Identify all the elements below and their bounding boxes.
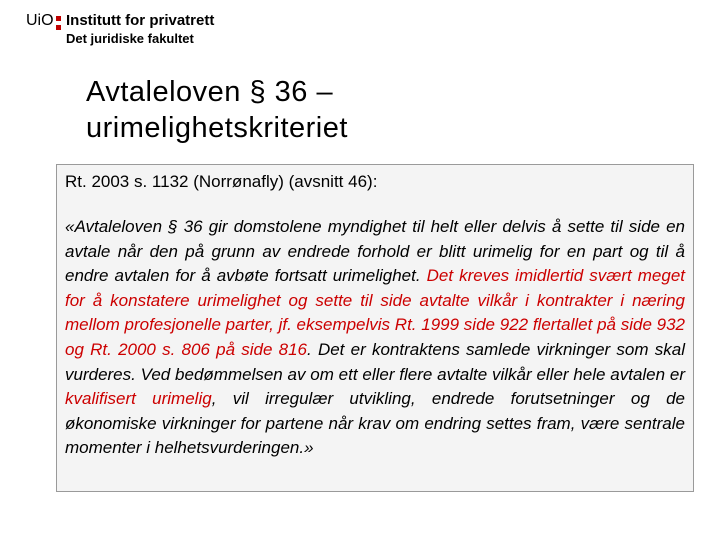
faculty-name: Det juridiske fakultet [66,31,194,46]
logo-colon-mark [56,16,61,34]
quote-segment-1: «Avtaleloven § 36 gir domstolene myndighet til helt eller delvis å sette til side en avtale når den på grunn av endrede forhold er blitt urimelig for en part og til å endre avtalen for å avbøte fortsatt urimelighet. [65,217,685,286]
quote-text [65,215,685,461]
quote-highlight-2: kvalifisert urimelig [65,389,212,409]
institute-name: Institutt for privatrett [66,12,215,29]
uio-wordmark: UiO [26,12,54,29]
title-line-2: urimelighetskriteriet [86,112,348,144]
title-line-1: Avtaleloven § 36 – [86,76,334,108]
slide-title [86,74,348,146]
quote-box [56,164,694,492]
quote-segment-2: . Det er kontraktens samlede virkninger som skal vurderes. Ved bedømmelsen av om ett eller flere avtalte vilkår eller hele avtalen er [65,339,685,384]
quote-segment-3: , vil irregulær utvikling, endrede forutsetninger og de økonomiske virkninger for partene når krav om endring settes fram, være sentrale momenter i helhetsvurderingen.» [65,389,685,458]
quote-highlight-1: Det kreves imidlertid svært meget for å konstatere urimelighet og sette til side avtalte vilkår i kontrakter i næring mellom profesjonelle parter, jf. eksempelvis Rt. 1999 side 922 flertallet på side 932 og Rt. 2000 s. 806 på side 816 [65,266,685,359]
case-reference-heading: Rt. 2003 s. 1132 (Norrønafly) (avsnitt 46): [65,172,378,191]
